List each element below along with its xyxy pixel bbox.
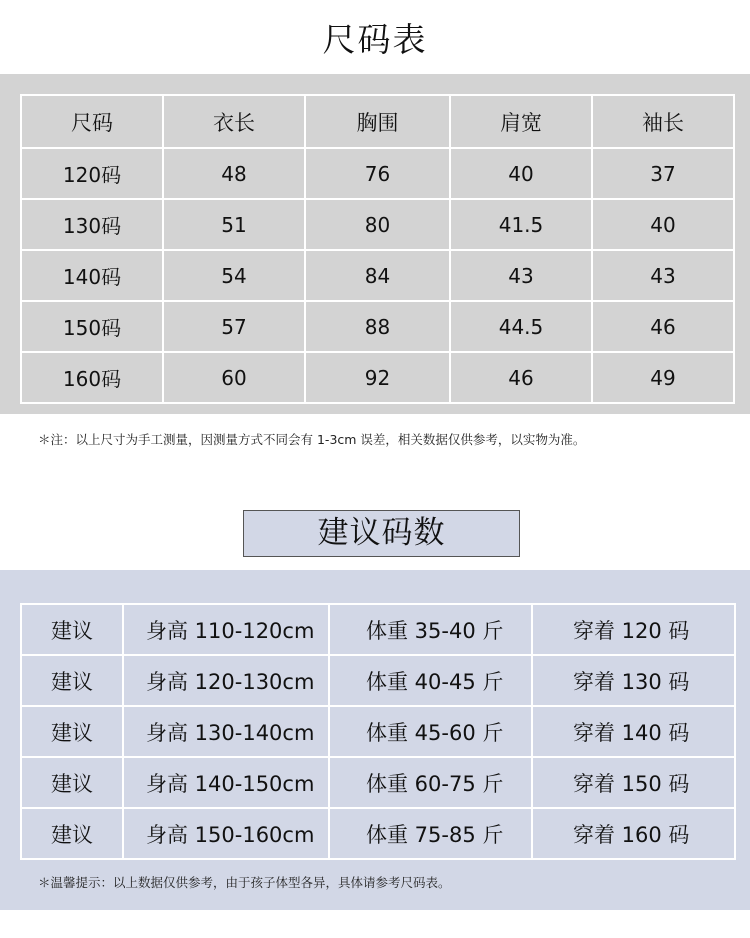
table-cell: 92 bbox=[305, 352, 450, 403]
table-cell: 40 bbox=[450, 148, 592, 199]
table-cell: 49 bbox=[592, 352, 734, 403]
table-row bbox=[21, 604, 735, 655]
table-cell: 身高 110-120cm bbox=[123, 604, 329, 655]
table-cell: 150码 bbox=[21, 301, 163, 352]
table-cell: 88 bbox=[305, 301, 450, 352]
table-cell: 建议 bbox=[21, 757, 123, 808]
table-cell: 41.5 bbox=[450, 199, 592, 250]
table-row bbox=[21, 250, 734, 301]
size-chart-title: 尺码表 bbox=[322, 20, 428, 59]
table-cell: 80 bbox=[305, 199, 450, 250]
table-row bbox=[21, 301, 734, 352]
table-cell: 穿着 160 码 bbox=[532, 808, 735, 859]
table-cell: 体重 40-45 斤 bbox=[329, 655, 532, 706]
table-cell: 46 bbox=[450, 352, 592, 403]
table-cell: 穿着 120 码 bbox=[532, 604, 735, 655]
header-chest: 胸围 bbox=[305, 95, 450, 148]
table-cell: 建议 bbox=[21, 604, 123, 655]
table-cell: 76 bbox=[305, 148, 450, 199]
table-row bbox=[21, 148, 734, 199]
table-header-row bbox=[21, 95, 734, 148]
table-cell: 51 bbox=[163, 199, 305, 250]
recommend-title: 建议码数 bbox=[243, 510, 520, 557]
table-cell: 48 bbox=[163, 148, 305, 199]
table-cell: 建议 bbox=[21, 808, 123, 859]
table-cell: 建议 bbox=[21, 706, 123, 757]
table-cell: 穿着 130 码 bbox=[532, 655, 735, 706]
table-row bbox=[21, 757, 735, 808]
table-row bbox=[21, 706, 735, 757]
table-cell: 体重 35-40 斤 bbox=[329, 604, 532, 655]
size-chart-table bbox=[20, 94, 735, 404]
recommend-table bbox=[20, 603, 736, 860]
table-cell: 体重 75-85 斤 bbox=[329, 808, 532, 859]
table-cell: 身高 150-160cm bbox=[123, 808, 329, 859]
table-cell: 穿着 150 码 bbox=[532, 757, 735, 808]
table-cell: 120码 bbox=[21, 148, 163, 199]
size-chart-note: ＊注：以上尺寸为手工测量，因测量方式不同会有 1-3cm 误差，相关数据仅供参考，以实物为准。 bbox=[38, 432, 586, 447]
table-cell: 160码 bbox=[21, 352, 163, 403]
table-row bbox=[21, 352, 734, 403]
table-cell: 130码 bbox=[21, 199, 163, 250]
table-row bbox=[21, 655, 735, 706]
table-cell: 身高 130-140cm bbox=[123, 706, 329, 757]
table-cell: 43 bbox=[592, 250, 734, 301]
table-cell: 身高 140-150cm bbox=[123, 757, 329, 808]
table-cell: 身高 120-130cm bbox=[123, 655, 329, 706]
table-cell: 体重 45-60 斤 bbox=[329, 706, 532, 757]
header-size: 尺码 bbox=[21, 95, 163, 148]
table-cell: 体重 60-75 斤 bbox=[329, 757, 532, 808]
table-cell: 54 bbox=[163, 250, 305, 301]
table-cell: 37 bbox=[592, 148, 734, 199]
table-cell: 40 bbox=[592, 199, 734, 250]
table-cell: 43 bbox=[450, 250, 592, 301]
table-cell: 46 bbox=[592, 301, 734, 352]
table-cell: 140码 bbox=[21, 250, 163, 301]
header-sleeve: 袖长 bbox=[592, 95, 734, 148]
table-cell: 穿着 140 码 bbox=[532, 706, 735, 757]
table-cell: 44.5 bbox=[450, 301, 592, 352]
table-cell: 84 bbox=[305, 250, 450, 301]
table-cell: 57 bbox=[163, 301, 305, 352]
header-length: 衣长 bbox=[163, 95, 305, 148]
table-row bbox=[21, 808, 735, 859]
table-cell: 建议 bbox=[21, 655, 123, 706]
header-shoulder: 肩宽 bbox=[450, 95, 592, 148]
table-cell: 60 bbox=[163, 352, 305, 403]
table-row bbox=[21, 199, 734, 250]
recommend-note: ＊温馨提示：以上数据仅供参考，由于孩子体型各异，具体请参考尺码表。 bbox=[38, 875, 451, 890]
